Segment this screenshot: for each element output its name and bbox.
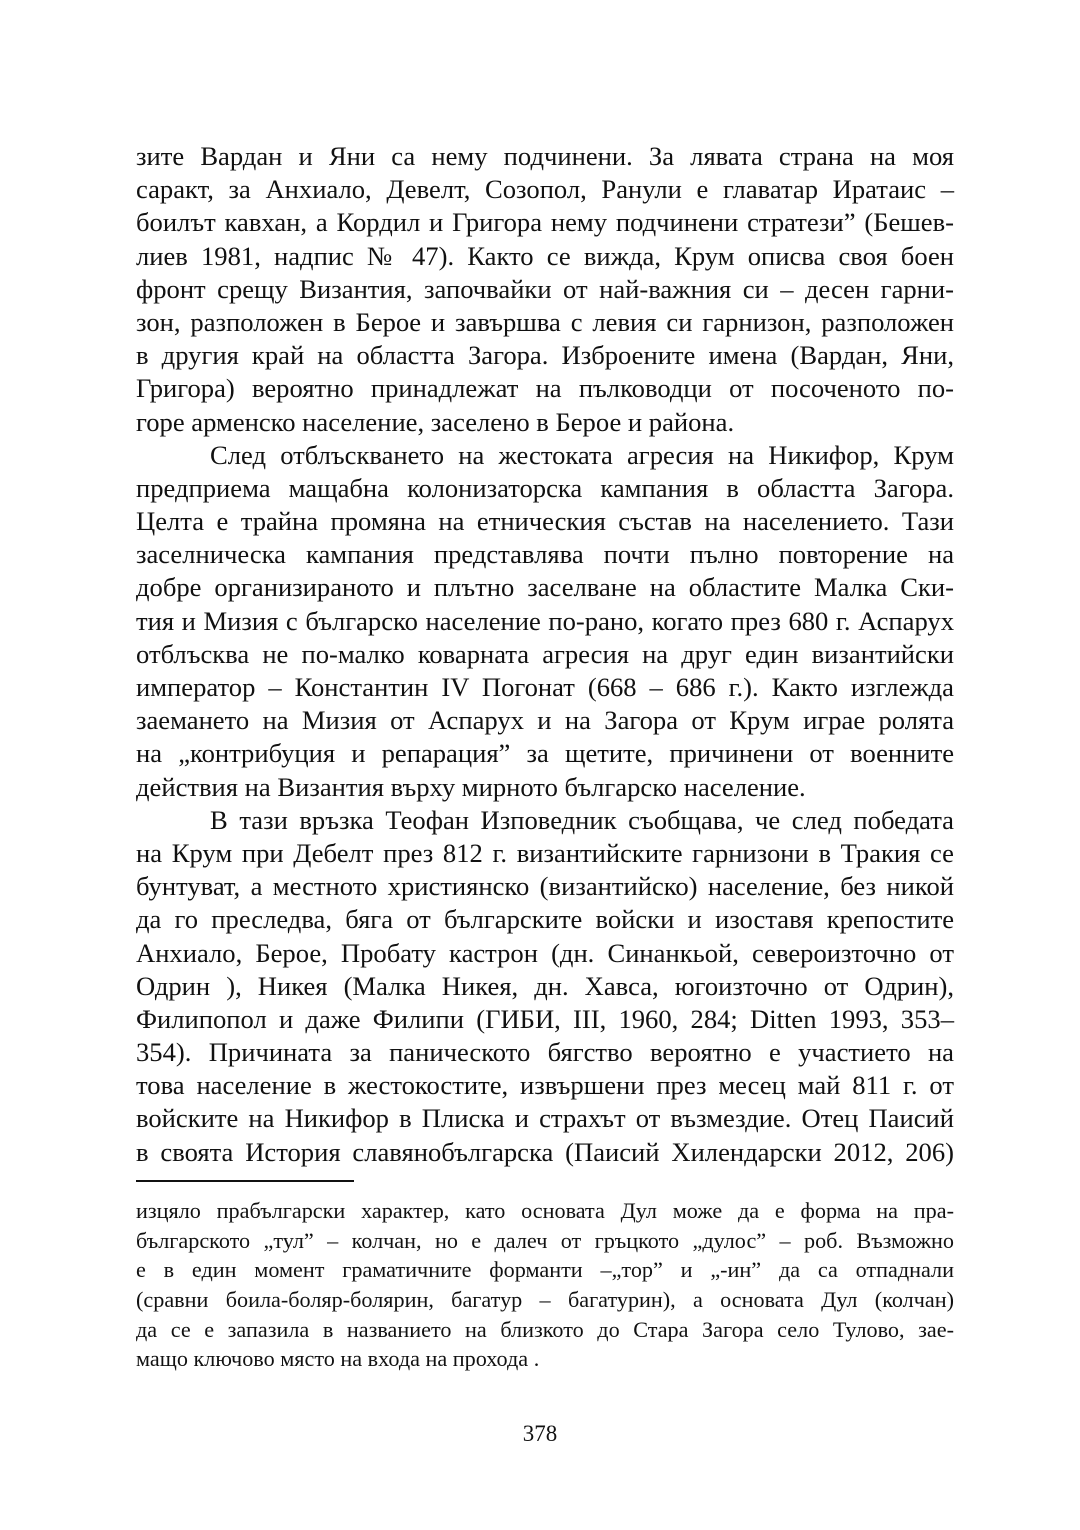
text-line: Целта е трайна промяна на етническия състав на населението. Тази [136,506,954,537]
text-line: това население в жестокостите, извършени през месец май 811 г. от [136,1070,954,1101]
text-line: заемането на Мизия от Аспарух и на Загора от Крум играе ролята [136,705,954,736]
text-line: Анхиало, Берое, Пробату кастрон (дн. Синанкьой, североизточно от [136,937,954,968]
footnote-line: (сравни боила-боляр-болярин, багатур – багатурин), а основата Дул (колчан) [136,1287,954,1313]
text-line: действия на Византия върху мирното българско население. [136,771,806,802]
text-line: император – Константин IV Погонат (668 – 686 г.). Както изглежда [136,672,954,702]
text-line: боилът кавхан, а Кордил и Григора нему подчинени стратези” (Бешев- [136,207,954,238]
text-line: на „контрибуция и репарация” за щетите, причинени от военните [136,738,954,769]
text-line: Одрин ), Никея (Малка Никея, дн. Хавса, югоизточно от Одрин), [136,970,954,1001]
text-line: бунтуват, а местното християнско (византийско) население, без никой [136,871,954,902]
footnote-line: е в един момент граматичните форманти –„тор” и „-ин” да са отпаднали [136,1257,954,1283]
text-line: предприема мащабна колонизаторска кампания в областта Загора. [136,472,954,503]
text-line: тия и Мизия с българско население по-рано, когато през 680 г. Аспарух [136,605,954,636]
footnote-line: да се е запазила в названието на близкото до Стара Загора село Тулово, зае- [136,1316,954,1342]
paragraph-start-line: След отблъскването на жестоката агресия на Никифор, Крум [210,439,954,470]
text-line: зите Вардан и Яни са нему подчинени. За лявата страна на моя [136,141,954,171]
text-line: заселническа кампания представлява почти пълно повторение на [136,539,954,570]
text-line: в другия край на областта Загора. Изброените имена (Вардан, Яни, [136,340,954,371]
text-line: саракт, за Анхиало, Девелт, Созопол, Ранули е главатар Иратаис – [136,174,954,205]
footnote-line: българското „тул” – колчан, но е далеч от гръцкото „дулос” – роб. Възможно [136,1227,954,1253]
text-line: войските на Никифор в Плиска и страхът от възмездие. Отец Паисий [136,1103,954,1134]
text-line: 354). Причината за паническото бягство вероятно е участието на [136,1037,954,1068]
footnote-line: мащо ключово място на входа на прохода . [136,1346,540,1372]
paragraph-start-line: В тази връзка Теофан Изповедник съобщава, че след победата [210,804,954,835]
text-line: горе арменско население, заселено в Берое и района. [136,406,735,437]
text-line: фронт срещу Византия, започвайки от най-важния си – десен гарни- [136,273,954,304]
text-line: лиев 1981, надпис № 47). Както се вижда, Крум описва своя боен [136,240,954,271]
page-number: 378 [522,1421,558,1446]
text-line: Филипопол и даже Филипи (ГИБИ, III, 1960, 284; Ditten 1993, 353– [136,1003,954,1034]
text-line: на Крум при Дебелт през 812 г. византийските гарнизони в Тракия се [136,837,954,868]
main-text [136,140,954,1169]
text-line: отблъсква не по-малко коварната агресия на друг един византийски [136,638,954,669]
text-line: Григора) вероятно принадлежат на пълководци от посоченото по- [136,373,954,404]
footnote [136,1196,954,1374]
text-line: добре организираното и плътно заселване на областите Малка Ски- [136,572,954,603]
text-line: в своята История славянобългарска (Паисий Хилендарски 2012, 206) [136,1136,954,1167]
text-line: да го преследва, бяга от българските войски и изоставя крепостите [136,904,954,935]
text-line: зон, разположен в Бероe и завършва с левия си гарнизон, разположен [136,306,954,337]
footnote-line: изцяло прабългарски характер, като основата Дул може да е форма на пра- [136,1198,954,1223]
footnote-divider [136,1180,354,1182]
